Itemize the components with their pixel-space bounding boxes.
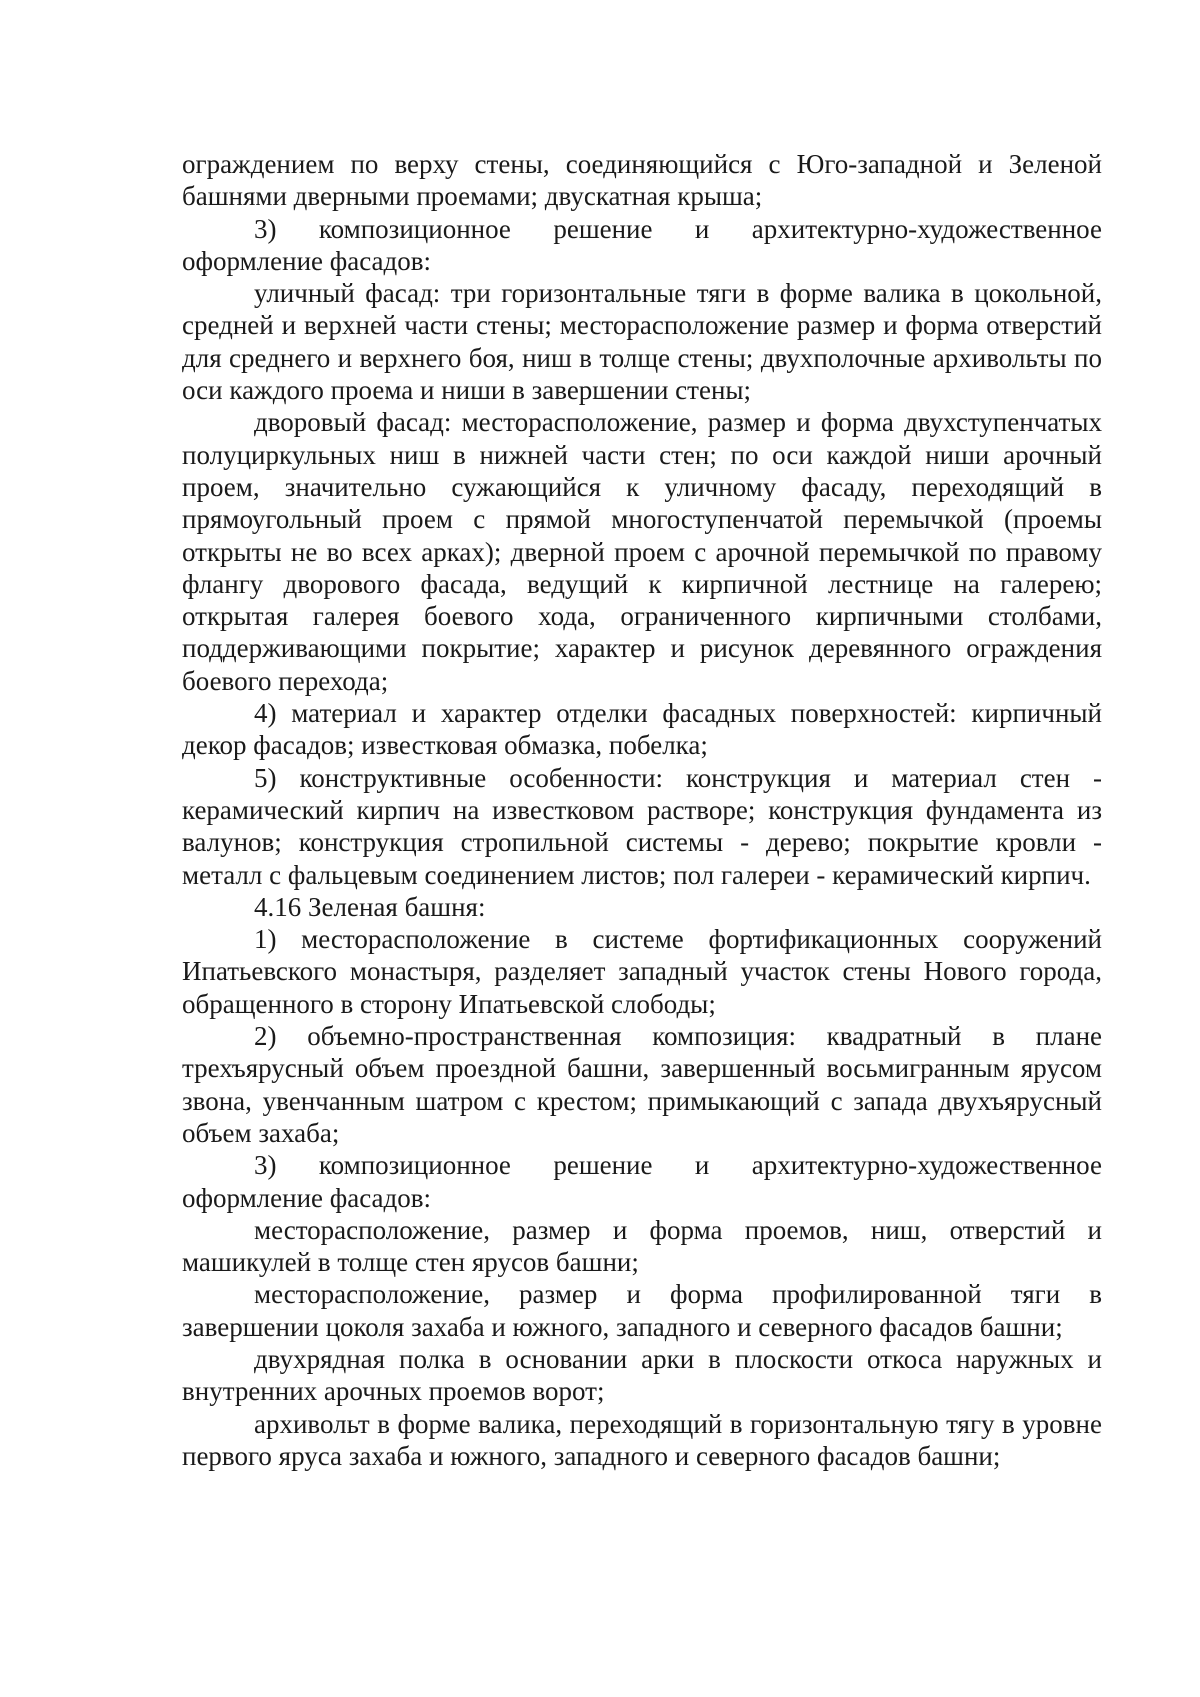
paragraph-materials: 4) материал и характер отделки фасадных поверхностей: кирпичный декор фасадов; известковая обмазка, побелка; [182, 698, 1102, 761]
paragraph-continuation: ограждением по верху стены, соединяющийся с Юго-западной и Зеленой башнями дверными проемами; двускатная крыша; [182, 149, 1102, 212]
paragraph-construction: 5) конструктивные особенности: конструкция и материал стен - керамический кирпич на известковом растворе; конструкция фундамента из валунов; конструкция стропильной системы - дерево; покрытие кровли - металл с фальцевым соединением листов; пол галереи - керамический кирпич. [182, 762, 1102, 890]
section-heading-green-tower: 4.16 Зеленая башня: [254, 891, 486, 922]
paragraph-openings: месторасположение, размер и форма проемов, ниш, отверстий и машикулей в толще стен ярусов башни; [182, 1214, 1102, 1278]
paragraph-location: 1) месторасположение в системе фортификационных сооружений Ипатьевского монастыря, разделяет западный участок стены Нового города, обращенного в сторону Ипатьевской слободы; [182, 924, 1102, 1019]
paragraph-archivolt: архивольт в форме валика, переходящий в горизонтальную тягу в уровне первого яруса захаба и южного, западного и северного фасадов башни; [182, 1408, 1102, 1471]
paragraph-composition-heading-2: 3) композиционное решение и архитектурно-художественное оформление фасадов: [182, 1150, 1102, 1213]
document-page [182, 148, 1102, 1472]
paragraph-double-shelf: двухрядная полка в основании арки в плоскости откоса наружных и внутренних арочных проемов ворот; [182, 1343, 1102, 1407]
paragraph-composition-heading: 3) композиционное решение и архитектурно-художественное оформление фасадов: [182, 213, 1102, 276]
paragraph-yard-facade: дворовый фасад: месторасположение, размер и форма двухступенчатых полуциркульных ниш в нижней части стен; по оси каждой ниши арочный проем, значительно сужающийся к уличному фасаду, переходящий в прямоугольный проем с прямой многоступенчатой перемычкой (проемы открыты не во всех арках); дверной проем с арочной перемычкой по правому флангу дворового фасада, ведущий к кирпичной лестнице на галерею; открытая галерея боевого хода, ограниченного кирпичными столбами, поддерживающими покрытие; характер и рисунок деревянного ограждения боевого перехода; [182, 407, 1102, 696]
paragraph-profiled-cornice: месторасположение, размер и форма профилированной тяги в завершении цоколя захаба и южного, западного и северного фасадов башни; [182, 1279, 1102, 1342]
paragraph-street-facade: уличный фасад: три горизонтальные тяги в форме валика в цокольной, средней и верхней части стены; месторасположение размер и форма отверстий для среднего и верхнего боя, ниш в толще стены; двухполочные архивольты по оси каждого проема и ниши в завершении стены; [182, 278, 1102, 406]
paragraph-volume-composition: 2) объемно-пространственная композиция: квадратный в плане трехъярусный объем проездной башни, завершенный восьмигранным ярусом звона, увенчанным шатром с крестом; примыкающий с запада двухъярусный объем захаба; [182, 1021, 1102, 1148]
